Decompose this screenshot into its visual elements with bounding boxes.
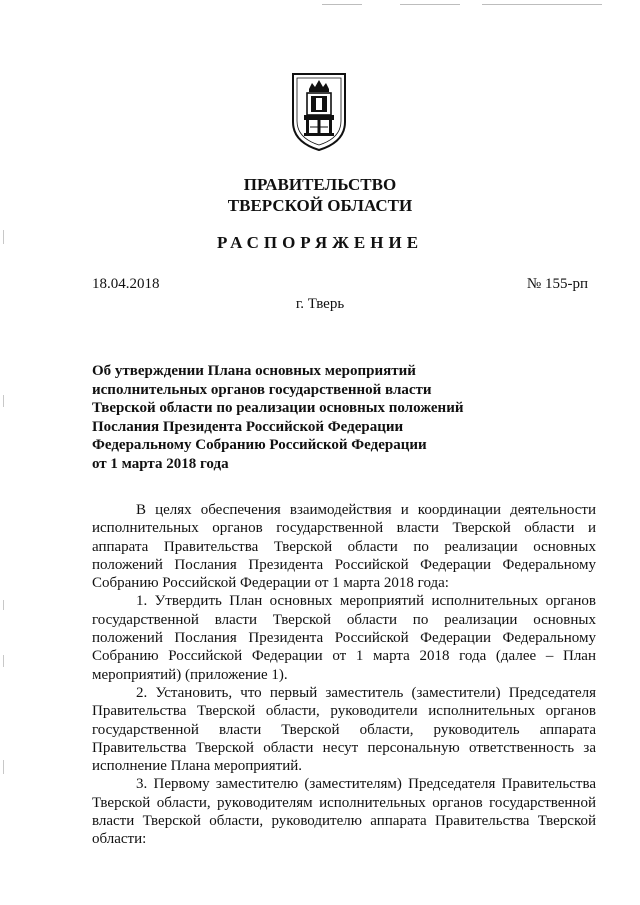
- body-paragraph-2: 2. Установить, что первый заместитель (заместители) Председателя Правительства Тверской области, руководители исполнительных органов государственной власти Тверской области, руководитель аппарата Правительства Тверской области несут персональную ответственность за исполнение Плана мероприятий.: [92, 684, 596, 775]
- subject-line: от 1 марта 2018 года: [92, 455, 229, 472]
- scan-artifact: [322, 4, 362, 5]
- organization-name-line-2: ТВЕРСКОЙ ОБЛАСТИ: [227, 196, 413, 215]
- body-paragraph-1: 1. Утвердить План основных мероприятий исполнительных органов государственной власти Тверской области по реализации основных положений Послания Президента Российской Федерации Федеральному Собранию Российской Федерации от 1 марта 2018 года (далее – План мероприятий) (приложение 1).: [92, 593, 596, 683]
- scan-artifact: [3, 600, 4, 610]
- scan-artifact: [3, 655, 4, 667]
- document-body: [92, 501, 596, 849]
- scan-artifact: [3, 760, 4, 774]
- document-date: 18.04.2018: [92, 276, 160, 292]
- subject-line: Об утверждении Плана основных мероприятий: [92, 363, 416, 379]
- document-subject: [92, 362, 532, 474]
- subject-line: Тверской области по реализации основных положений: [92, 400, 464, 417]
- subject-line: исполнительных органов государственной власти: [92, 381, 432, 398]
- document-city: г. Тверь: [295, 296, 345, 312]
- document-type-title: РАСПОРЯЖЕНИЕ: [216, 233, 424, 252]
- scan-artifact: [482, 4, 602, 5]
- body-paragraph-3: 3. Первому заместителю (заместителям) Председателя Правительства Тверской области, руководителям исполнительных органов государственной власти Тверской области, руководителю аппарата Правительства Тверской области:: [92, 776, 596, 848]
- subject-line: Послания Президента Российской Федерации: [92, 418, 404, 435]
- subject-line: Федеральному Собранию Российской Федерации: [92, 437, 427, 454]
- body-paragraph-preamble: В целях обеспечения взаимодействия и координации деятельности исполнительных органов государственной власти Тверской области и аппарата Правительства Тверской области по реализации основных положений Послания Президента Российской Федерации Федеральному Собранию Российской Федерации от 1 марта 2018 года:: [92, 502, 596, 592]
- document-number: № 155-рп: [526, 276, 588, 292]
- scan-artifact: [400, 4, 460, 5]
- scan-artifact: [3, 395, 4, 407]
- tver-coat-of-arms-icon: [290, 72, 348, 152]
- organization-name-line-1: ПРАВИТЕЛЬСТВО: [243, 175, 397, 194]
